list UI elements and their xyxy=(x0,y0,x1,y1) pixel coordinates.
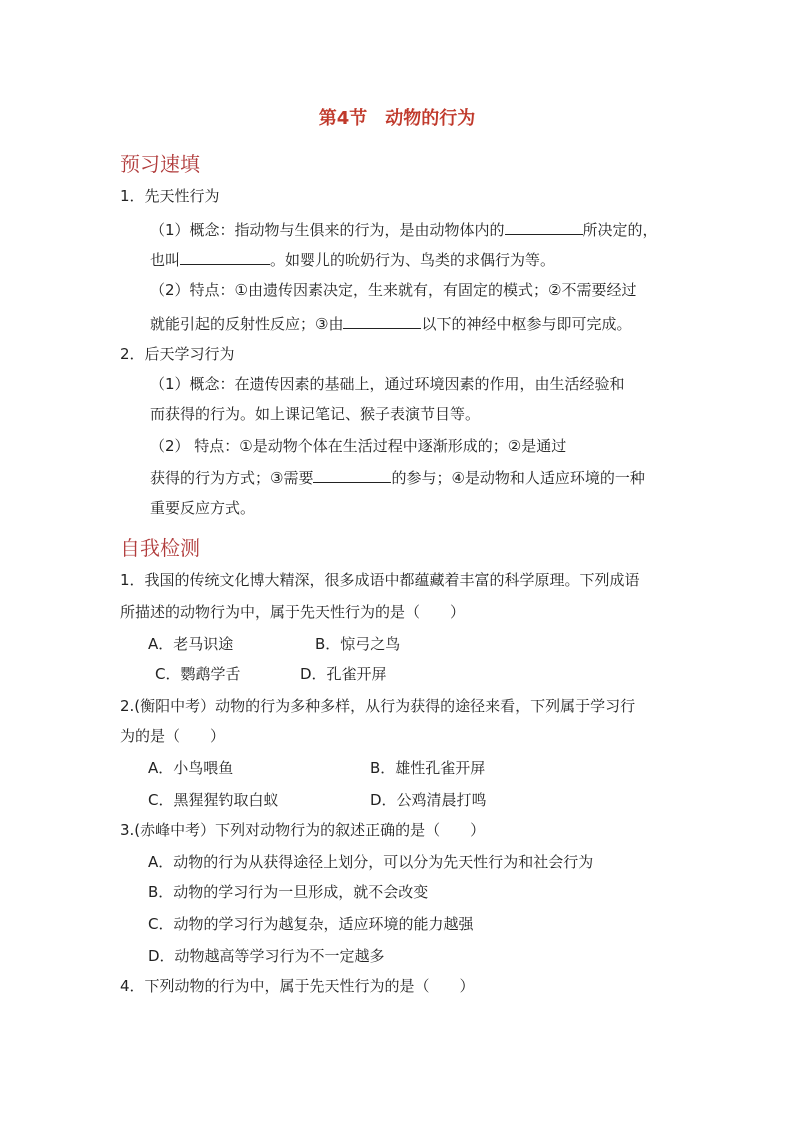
question-2-stem: 为的是（ ） xyxy=(120,727,226,745)
preview-line: （2） 特点：①是动物个体在生活过程中逐渐形成的；②是通过 xyxy=(150,437,567,455)
question-1-stem: 1．我国的传统文化博大精深，很多成语中都蕴藏着丰富的科学原理。下列成语 xyxy=(120,571,640,589)
text: 获得的行为方式；③需要 xyxy=(150,469,314,487)
question-3-option-a[interactable]: A．动物的行为从获得途径上划分，可以分为先天性行为和社会行为 xyxy=(148,853,594,871)
fill-blank[interactable] xyxy=(343,312,421,329)
preview-line: 而获得的行为。如上课记笔记、猴子表演节目等。 xyxy=(150,405,481,423)
question-1-stem: 所描述的动物行为中，属于先天性行为的是（ ） xyxy=(120,603,466,621)
question-3-option-c[interactable]: C．动物的学习行为越复杂，适应环境的能力越强 xyxy=(148,915,474,933)
question-1-option-a[interactable]: A．老马识途 xyxy=(148,635,234,653)
question-3-stem: 3.(赤峰中考）下列对动物行为的叙述正确的是（ ） xyxy=(120,821,486,839)
text: 就能引起的反射性反应；③由 xyxy=(150,315,344,333)
question-4-stem: 4．下列动物的行为中，属于先天性行为的是（ ） xyxy=(120,977,475,995)
question-2-option-a[interactable]: A．小鸟喂鱼 xyxy=(148,759,234,777)
question-2-stem: 2.(衡阳中考）动物的行为多种多样，从行为获得的途径来看，下列属于学习行 xyxy=(120,697,636,715)
preview-line: （1）概念：在遗传因素的基础上，通过环境因素的作用，由生活经验和 xyxy=(150,375,625,393)
question-1-option-c[interactable]: C．鹦鹉学舌 xyxy=(155,665,241,683)
text: （1）概念：指动物与生俱来的行为，是由动物体内的 xyxy=(150,221,505,239)
preview-line: （2）特点：①由遗传因素决定，生来就有，有固定的模式；②不需要经过 xyxy=(150,281,637,299)
preview-line xyxy=(150,218,658,240)
preview-heading-learned: 2．后天学习行为 xyxy=(120,345,235,363)
fill-blank[interactable] xyxy=(180,248,270,265)
question-3-option-d[interactable]: D．动物越高等学习行为不一定越多 xyxy=(148,947,385,965)
preview-line: 重要反应方式。 xyxy=(150,499,256,517)
preview-line xyxy=(150,248,555,270)
preview-line xyxy=(150,466,645,488)
text: 也叫 xyxy=(150,251,181,269)
text: 所决定的， xyxy=(582,221,658,239)
question-1-option-d[interactable]: D．孔雀开屏 xyxy=(300,665,387,683)
question-3-option-b[interactable]: B．动物的学习行为一旦形成，就不会改变 xyxy=(148,883,429,901)
question-2-option-b[interactable]: B．雄性孔雀开屏 xyxy=(370,759,486,777)
text: 。如婴儿的吮奶行为、鸟类的求偶行为等。 xyxy=(270,251,556,269)
text: 的参与；④是动物和人适应环境的一种 xyxy=(391,469,645,487)
fill-blank[interactable] xyxy=(505,218,583,235)
preview-line xyxy=(150,312,631,334)
question-2-option-c[interactable]: C．黑猩猩钓取白蚁 xyxy=(148,791,279,809)
text: 以下的神经中枢参与即可完成。 xyxy=(421,315,632,333)
question-1-option-b[interactable]: B．惊弓之鸟 xyxy=(315,635,401,653)
fill-blank[interactable] xyxy=(313,466,391,483)
question-2-option-d[interactable]: D．公鸡清晨打鸣 xyxy=(370,791,487,809)
preview-heading-innate: 1．先天性行为 xyxy=(120,187,220,205)
page-title: 第4节 动物的行为 xyxy=(318,108,476,129)
section-heading-selfcheck: 自我检测 xyxy=(120,536,200,560)
section-heading-preview: 预习速填 xyxy=(120,152,200,176)
